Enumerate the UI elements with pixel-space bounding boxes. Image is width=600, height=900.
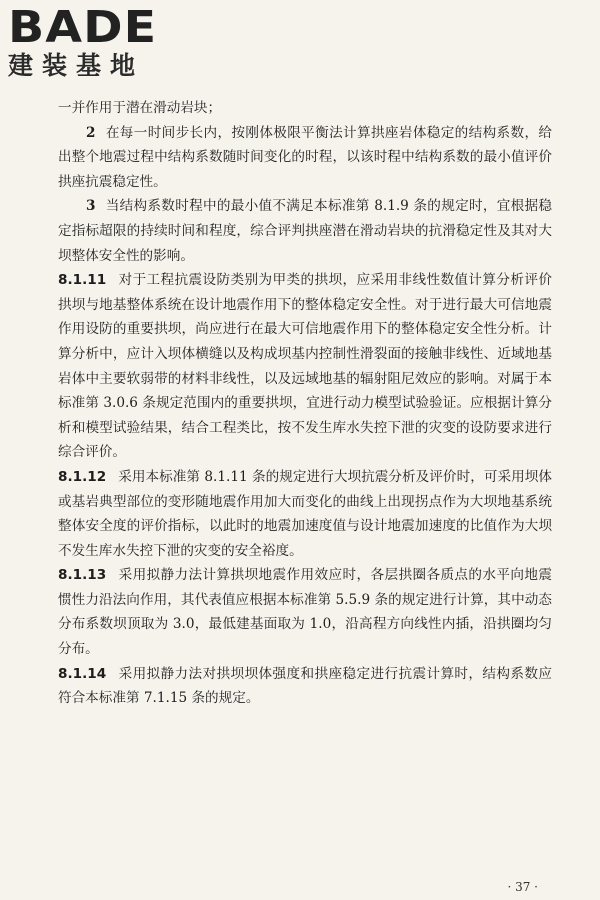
clause-number: 8.1.14 bbox=[58, 665, 107, 682]
clause-number: 8.1.12 bbox=[58, 468, 107, 485]
paragraph-text: 一并作用于潜在滑动岩块； bbox=[58, 100, 222, 116]
paragraph-text: 采用拟静力法对拱坝坝体强度和拱座稳定进行抗震计算时，结构系数应符合本标准第 7.1.15 条的规定。 bbox=[58, 665, 552, 707]
paragraph-text: 对于工程抗震设防类别为甲类的拱坝，应采用非线性数值计算分析评价拱坝与地基整体系统在设计地震作用下的整体稳定安全性。对于进行最大可信地震作用设防的重要拱坝，尚应进行在最大可信地震作用下的整体稳定安全性分析。计算分析中，应计入坝体横缝以及构成坝基内控制性滑裂面的接触非线性、近域地基岩体中主要软弱带的材料非线性，以及远域地基的辐射阻尼效应的影响。对属于本标准第 3.0.6 条规定范围内的重要拱坝，宜进行动力模型试验验证。应根据计算分析和模型试验结果，结合工程类比，按不发生库水失控下泄的灾变的设防要求进行综合评价。 bbox=[58, 272, 552, 461]
clause-8-1-14 bbox=[58, 662, 552, 711]
clause-number: 8.1.13 bbox=[58, 567, 107, 584]
paragraph-text: 采用本标准第 8.1.11 条的规定进行大坝抗震分析及评价时，可采用坝体或基岩典型部位的变形随地震作用加大而变化的曲线上出现拐点作为大坝地基系统整体安全度的评价指标，以此时的地震加速度值与设计地震加速度的比值作为大坝不发生库水失控下泄的灾变的安全裕度。 bbox=[58, 468, 552, 559]
paragraph-text: 当结构系数时程中的最小值不满足本标准第 8.1.9 条的规定时，宜根据稳定指标超限的持续时间和程度，综合评判拱座潜在滑动岩块的抗滑稳定性及其对大坝整体安全性的影响。 bbox=[58, 198, 552, 264]
logo-subtitle: 建装基地 bbox=[8, 51, 145, 80]
list-item-3 bbox=[58, 194, 552, 268]
item-number: 3 bbox=[86, 198, 96, 215]
paragraph-continuation bbox=[58, 96, 552, 121]
clause-8-1-13 bbox=[58, 563, 552, 661]
item-number: 2 bbox=[86, 124, 96, 141]
paragraph-text: 采用拟静力法计算拱坝地震作用效应时，各层拱圈各质点的水平向地震惯性力沿法向作用，其代表值应根据本标准第 5.5.9 条的规定进行计算，其中动态分布系数坝顶取为 3.0，最低建基面取为 1.0，沿高程方向线性内插，沿拱圈均匀分布。 bbox=[58, 567, 552, 658]
list-item-2 bbox=[58, 121, 552, 195]
bade-logo bbox=[8, 2, 158, 80]
clause-8-1-11 bbox=[58, 268, 552, 465]
clause-8-1-12 bbox=[58, 465, 552, 563]
clause-number: 8.1.11 bbox=[58, 272, 107, 289]
paragraph-text: 在每一时间步长内，按刚体极限平衡法计算拱座岩体稳定的结构系数，给出整个地震过程中结构系数随时间变化的时程，以该时程中结构系数的最小值评价拱座抗震稳定性。 bbox=[58, 124, 552, 190]
page-number: · 37 · bbox=[507, 880, 538, 894]
document-body bbox=[58, 96, 552, 711]
logo-mark: BADE bbox=[8, 2, 158, 53]
